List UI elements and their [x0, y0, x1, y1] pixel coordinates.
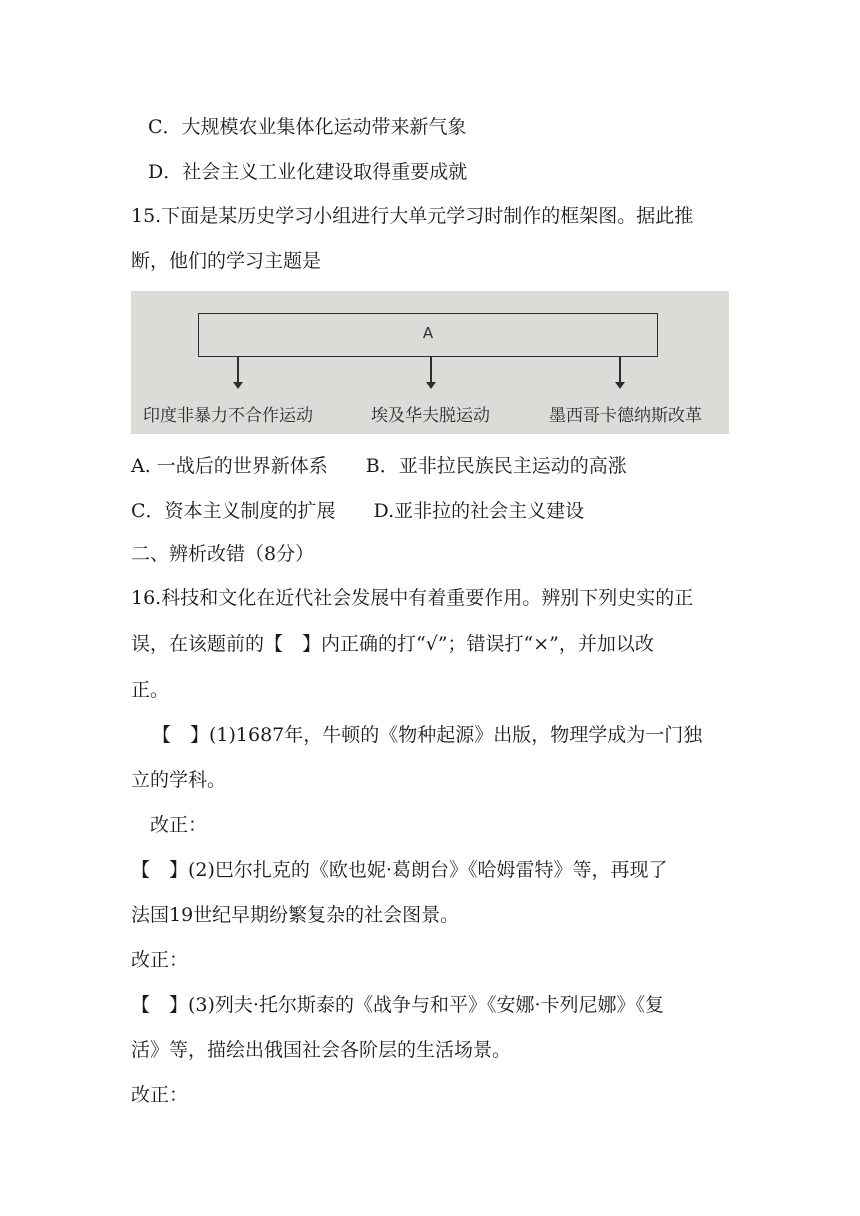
- question-16-item3-line2: 活》等，描绘出俄国社会各阶层的生活场景。: [131, 1039, 512, 1061]
- question-16-item3-correction: 改正：: [131, 1084, 189, 1106]
- question-15-stem-line1: 15.下面是某历史学习小组进行大单元学习时制作的框架图。据此推: [131, 205, 694, 227]
- option-d-q14: D．社会主义工业化建设取得重要成就: [148, 161, 468, 183]
- question-16-item1-correction: 改正：: [150, 814, 208, 836]
- question-16-item2-line2: 法国19世纪早期纷繁复杂的社会图景。: [131, 904, 460, 926]
- question-16-stem-line2: 误，在该题前的【 】内正确的打“√”；错误打“×”，并加以改: [131, 633, 654, 655]
- question-16-item1-line2: 立的学科。: [131, 769, 227, 791]
- diagram-node-india: 印度非暴力不合作运动: [143, 406, 313, 426]
- diagram-node-egypt: 埃及华夫脱运动: [371, 406, 490, 426]
- options-ab-q15: A. 一战后的世界新体系 B．亚非拉民族民主运动的高涨: [131, 455, 627, 477]
- diagram-node-mexico: 墨西哥卡德纳斯改革: [549, 406, 702, 426]
- question-15-stem-line2: 断，他们的学习主题是: [131, 250, 322, 272]
- question-16-item2-correction: 改正：: [131, 949, 189, 971]
- arrow-down-icon: [619, 357, 621, 383]
- question-16-item2-line1: 【 】(2)巴尔扎克的《欧也妮·葛朗台》《哈姆雷特》等，再现了: [131, 859, 668, 881]
- question-16-stem-line3: 正。: [131, 679, 170, 701]
- arrow-down-icon: [430, 357, 432, 383]
- theme-box: [198, 313, 658, 357]
- question-16-stem-line1: 16.科技和文化在近代社会发展中有着重要作用。辨别下列史实的正: [131, 587, 694, 609]
- arrow-down-icon: [237, 357, 239, 383]
- options-cd-q15: C．资本主义制度的扩展 D.亚非拉的社会主义建设: [131, 500, 585, 522]
- theme-box-label: A: [422, 324, 434, 342]
- section-heading-2: 二、辨析改错（8分）: [131, 543, 315, 565]
- question-16-item3-line1: 【 】(3)列夫·托尔斯泰的《战争与和平》《安娜·卡列尼娜》《复: [131, 994, 664, 1016]
- option-c-q14: C．大规模农业集体化运动带来新气象: [148, 116, 467, 138]
- question-16-item1-line1: 【 】(1)1687年，牛顿的《物种起源》出版，物理学成为一门独: [152, 724, 703, 746]
- framework-diagram: [131, 291, 729, 434]
